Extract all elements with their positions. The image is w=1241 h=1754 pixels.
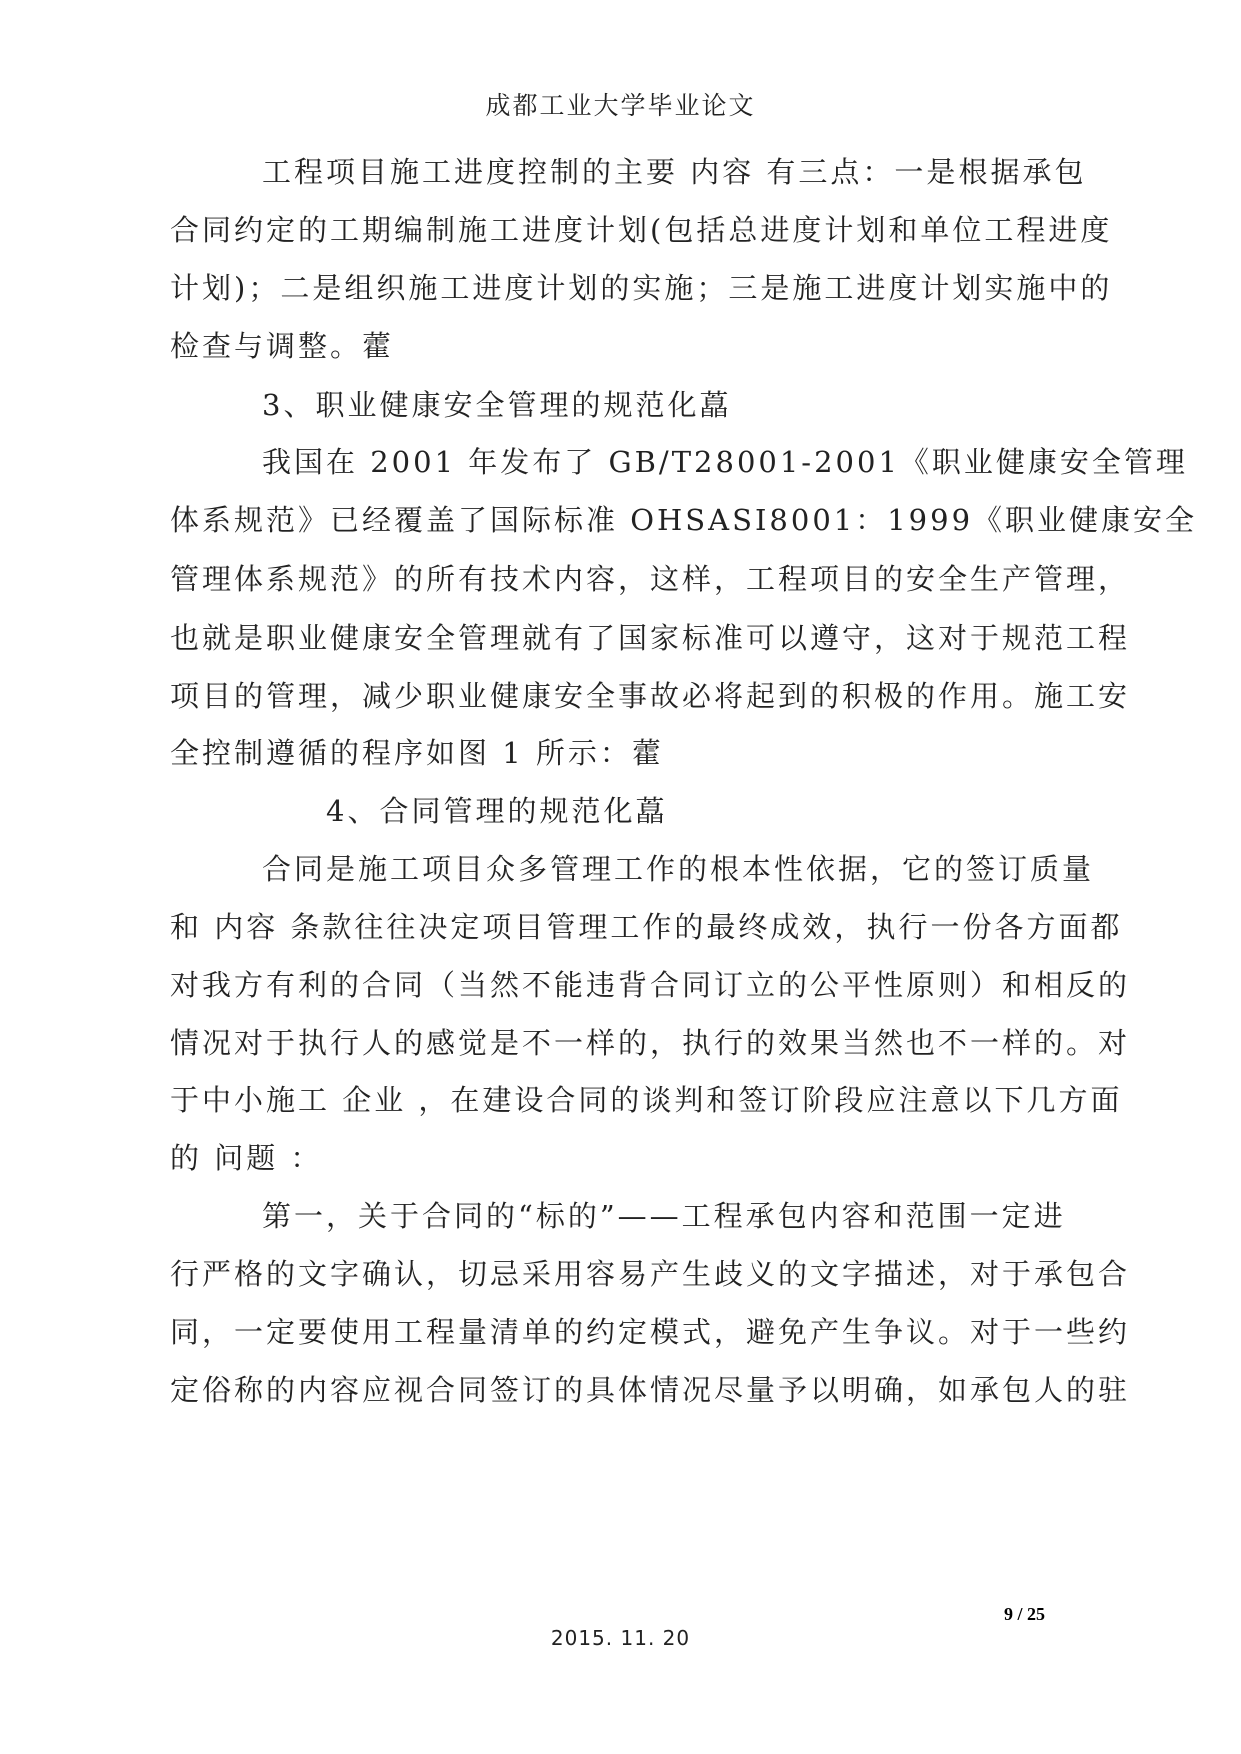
section-heading: 4、合同管理的规范化藠	[326, 794, 668, 828]
page-number: 9 / 25	[1004, 1604, 1046, 1624]
footer-date: 2015. 11. 20	[550, 1626, 691, 1650]
paragraph-line: 第一，关于合同的“标的”——工程承包内容和范围一定进	[262, 1199, 1066, 1233]
page-header: 成都工业大学毕业论文	[485, 91, 756, 120]
paragraph-line: 也就是职业健康安全管理就有了国家标准可以遵守，这对于规范工程	[170, 621, 1131, 655]
paragraph-line: 体系规范》已经覆盖了国际标准 OHSASI8001：1999《职业健康安全	[170, 503, 1198, 537]
paragraph-line: 项目的管理，减少职业健康安全事故必将起到的积极的作用。施工安	[170, 679, 1131, 713]
paragraph-line: 定俗称的内容应视合同签订的具体情况尽量予以明确，如承包人的驻	[170, 1373, 1131, 1407]
paragraph-line: 于中小施工 企业 ，在建设合同的谈判和签订阶段应注意以下几方面	[170, 1083, 1123, 1117]
paragraph-line: 对我方有利的合同（当然不能违背合同订立的公平性原则）和相反的	[170, 968, 1131, 1002]
paragraph-line: 行严格的文字确认，切忌采用容易产生歧义的文字描述，对于承包合	[170, 1257, 1131, 1291]
paragraph-line: 合同约定的工期编制施工进度计划(包括总进度计划和单位工程进度	[170, 213, 1113, 247]
paragraph-line: 工程项目施工进度控制的主要 内容 有三点：一是根据承包	[262, 155, 1087, 189]
paragraph-line: 检查与调整。藿	[170, 329, 395, 363]
paragraph-line: 情况对于执行人的感觉是不一样的，执行的效果当然也不一样的。对	[170, 1026, 1131, 1060]
paragraph-line: 和 内容 条款往往决定项目管理工作的最终成效，执行一份各方面都	[170, 910, 1123, 944]
paragraph-line: 我国在 2001 年发布了 GB/T28001-2001《职业健康安全管理	[262, 445, 1188, 479]
paragraph-line: 管理体系规范》的所有技术内容，这样，工程项目的安全生产管理，	[170, 562, 1131, 596]
paragraph-line: 同，一定要使用工程量清单的约定模式，避免产生争议。对于一些约	[170, 1315, 1131, 1349]
paragraph-line: 合同是施工项目众多管理工作的根本性依据，它的签订质量	[262, 852, 1095, 886]
paragraph-line: 的 问题 ：	[170, 1141, 323, 1175]
section-heading: 3、职业健康安全管理的规范化藠	[262, 388, 732, 422]
paragraph-line: 全控制遵循的程序如图 1 所示：藿	[170, 736, 664, 770]
paragraph-line: 计划)；二是组织施工进度计划的实施；三是施工进度计划实施中的	[170, 271, 1113, 305]
